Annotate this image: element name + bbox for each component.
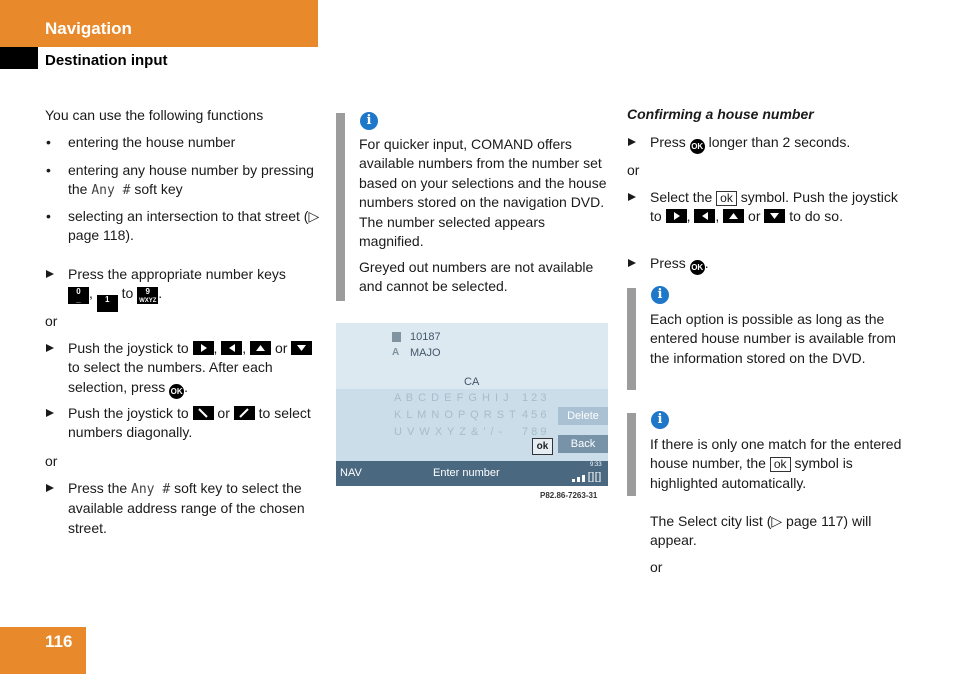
note-bar xyxy=(627,288,636,390)
arrow-left-key-icon xyxy=(221,341,242,355)
section-tab-marker xyxy=(0,47,38,69)
intro-text: You can use the following functions xyxy=(45,107,264,123)
signal-strength-icon xyxy=(572,469,604,479)
screen-key-row: 7 8 9 xyxy=(522,426,547,438)
screen-key-row: 1 2 3 xyxy=(522,392,547,404)
or-text: or xyxy=(45,313,58,329)
info-icon: i xyxy=(360,112,378,130)
ok-symbol-box: ok xyxy=(716,191,737,206)
screen-key-row: U V W X Y Z & ' / - xyxy=(394,426,504,438)
screen-delete-button: Delete xyxy=(558,407,608,425)
arrow-right-key-icon xyxy=(193,341,214,355)
or-text: or xyxy=(45,453,58,469)
ok-symbol-box: ok xyxy=(770,457,791,472)
screen-time: 9:33 xyxy=(590,462,602,468)
house-number-icon xyxy=(392,332,401,342)
note-text: If there is only one match for the entered house number, the ok symbol is highlighted automatically. xyxy=(650,436,902,491)
bullet-item: • entering any house number by pressing the Any # soft key xyxy=(46,162,314,199)
screen-key-row: A B C D E F G H I J xyxy=(394,392,510,404)
bullet-item: • selecting an intersection to that street (▷ page 118). xyxy=(46,208,320,244)
note-text: Greyed out numbers are not available and cannot be selected. xyxy=(359,259,594,295)
section-heading: Confirming a house number xyxy=(627,106,814,122)
subsection-title: Destination input xyxy=(45,52,168,69)
step-push-joystick-diagonal: Push the joystick to or to select numbers diagonally. xyxy=(68,404,320,443)
screen-enter-number-label: Enter number xyxy=(433,467,500,479)
ok-button-icon: OK xyxy=(690,139,705,154)
note-bar xyxy=(336,113,345,301)
arrow-up-key-icon xyxy=(250,341,271,355)
info-icon: i xyxy=(651,411,669,429)
step-press-ok-long: Press OK longer than 2 seconds. xyxy=(650,133,900,154)
see-page-triangle-icon: ▷ xyxy=(308,208,320,224)
step-press-number-keys: Press the appropriate number keys 0 _ , 1 to 9 WXYZ . xyxy=(68,265,320,312)
arrow-up-key-icon xyxy=(723,209,744,223)
or-text: or xyxy=(650,559,663,575)
step-press-any-softkey: Press the Any # soft key to select the available address range of the chosen street. xyxy=(68,479,320,538)
screen-street: MAJO xyxy=(410,347,441,359)
screen-back-button: Back xyxy=(558,435,608,453)
info-icon: i xyxy=(651,286,669,304)
comand-screen-image xyxy=(336,323,608,486)
step-select-ok-symbol: Select the ok symbol. Push the joystick to , , or to do so. xyxy=(650,188,900,227)
screen-state: CA xyxy=(464,376,480,388)
number-key-0-icon: 0 _ xyxy=(68,287,89,304)
ok-button-icon: OK xyxy=(169,384,184,399)
arrow-left-key-icon xyxy=(694,209,715,223)
screen-nav-label: NAV xyxy=(340,467,362,479)
step-push-joystick: Push the joystick to , , or to select the numbers. After each selection, press OK . xyxy=(68,339,320,399)
or-text: or xyxy=(627,162,640,178)
see-page-triangle-icon: ▷ xyxy=(771,513,783,529)
arrow-down-key-icon xyxy=(764,209,785,223)
street-icon: A xyxy=(392,347,400,358)
number-key-1-icon: 1 xyxy=(97,295,118,312)
screen-ok-symbol: ok xyxy=(532,438,553,455)
note-bar xyxy=(627,413,636,496)
arrow-down-key-icon xyxy=(291,341,312,355)
diagonal-up-right-key-icon xyxy=(234,406,255,420)
number-key-9-icon: 9 WXYZ xyxy=(139,287,157,305)
screen-house-number: 10187 xyxy=(410,331,441,343)
ok-button-icon: OK xyxy=(690,260,705,275)
bullet-item: • entering the house number xyxy=(46,134,236,150)
step-press-ok: Press OK . xyxy=(650,254,900,275)
note-text: Each option is possible as long as the entered house number is available from the information stored on the DVD. xyxy=(650,311,896,366)
note-text: For quicker input, COMAND offers available numbers from the number set based on your selections and the house numbers stored on the navigation DVD. The number selected appears magnified. xyxy=(359,136,607,250)
image-caption: P82.86-7263-31 xyxy=(540,491,598,500)
screen-key-row: 4 5 6 xyxy=(522,409,547,421)
screen-key-row: K L M N O P Q R S T xyxy=(394,409,517,421)
page-number: 116 xyxy=(45,632,73,651)
page-number-tab xyxy=(0,627,86,674)
arrow-right-key-icon xyxy=(666,209,687,223)
select-city-text: The Select city list (▷ page 117) will appear. xyxy=(650,513,872,549)
section-title: Navigation xyxy=(45,19,132,38)
diagonal-down-right-key-icon xyxy=(193,406,214,420)
